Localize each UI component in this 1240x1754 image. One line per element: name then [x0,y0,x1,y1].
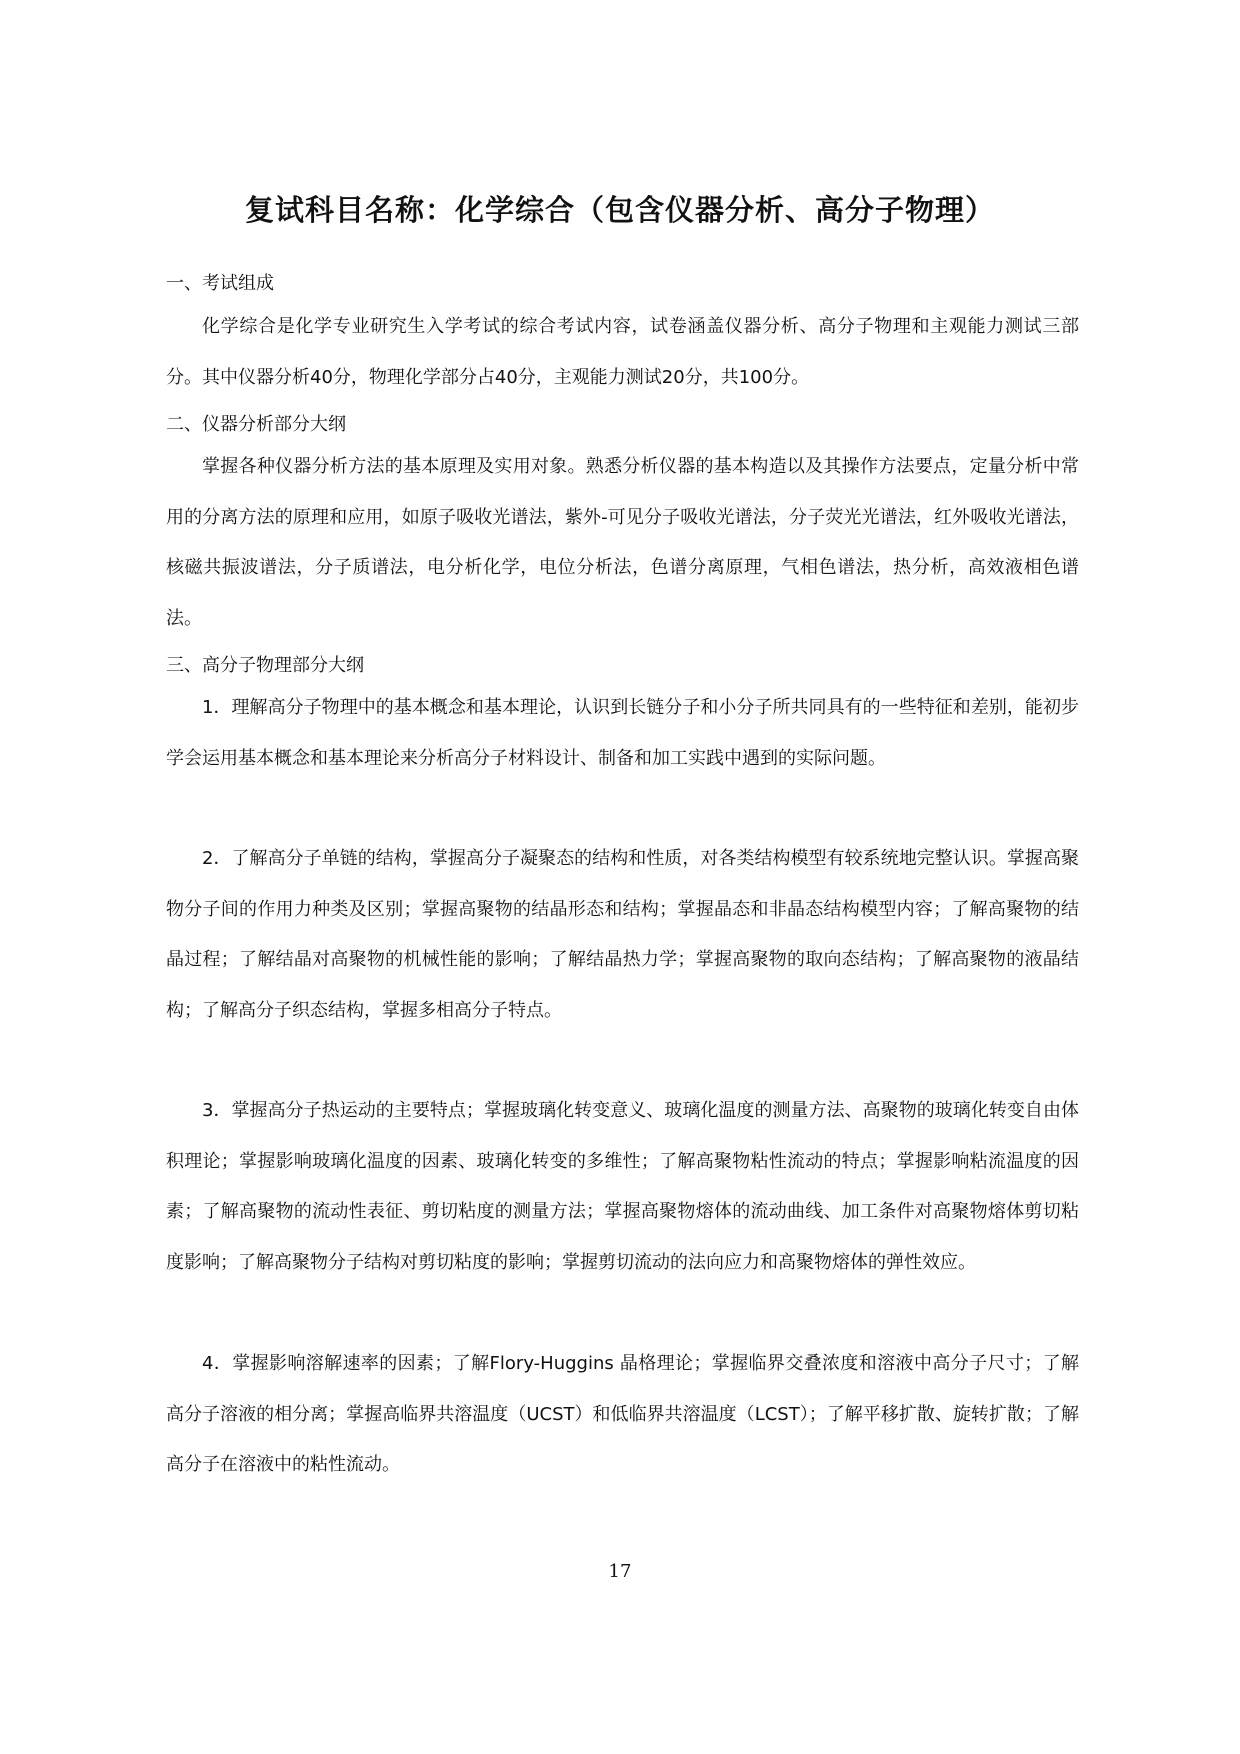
section-heading-polymer-physics: 三、高分子物理部分大纲 [166,655,364,676]
paragraph-polymer-physics-4: 4．掌握影响溶解速率的因素；了解Flory-Huggins 晶格理论；掌握临界交叠浓度和溶液中高分子尺寸；了解高分子溶液的相分离；掌握高临界共溶温度（UCST）和低临界共溶温度（LCST）；了解平移扩散、旋转扩散；了解高分子在溶液中的粘性流动。 [166,1353,1079,1475]
page-number: 17 [608,1561,632,1582]
paragraph-polymer-physics-3: 3．掌握高分子热运动的主要特点；掌握玻璃化转变意义、玻璃化温度的测量方法、高聚物的玻璃化转变自由体积理论；掌握影响玻璃化温度的因素、玻璃化转变的多维性；了解高聚物粘性流动的特点；掌握影响粘流温度的因素；了解高聚物的流动性表征、剪切粘度的测量方法；掌握高聚物熔体的流动曲线、加工条件对高聚物熔体剪切粘度影响；了解高聚物分子结构对剪切粘度的影响；掌握剪切流动的法向应力和高聚物熔体的弹性效应。 [166,1100,1079,1273]
section-heading-exam-composition: 一、考试组成 [166,273,274,294]
paragraph-exam-composition: 化学综合是化学专业研究生入学考试的综合考试内容，试卷涵盖仪器分析、高分子物理和主观能力测试三部分。其中仪器分析40分，物理化学部分占40分，主观能力测试20分，共100分。 [166,316,1079,388]
paragraph-instrumental-analysis: 掌握各种仪器分析方法的基本原理及实用对象。熟悉分析仪器的基本构造以及其操作方法要点，定量分析中常用的分离方法的原理和应用，如原子吸收光谱法，紫外-可见分子吸收光谱法，分子荧光光谱法，红外吸收光谱法，核磁共振波谱法，分子质谱法，电分析化学，电位分析法，色谱分离原理，气相色谱法，热分析，高效液相色谱法。 [166,456,1079,629]
page-title: 复试科目名称：化学综合（包含仪器分析、高分子物理） [244,193,995,227]
section-heading-instrumental-analysis: 二、仪器分析部分大纲 [166,414,346,435]
paragraph-polymer-physics-1: 1．理解高分子物理中的基本概念和基本理论，认识到长链分子和小分子所共同具有的一些特征和差别，能初步学会运用基本概念和基本理论来分析高分子材料设计、制备和加工实践中遇到的实际问题。 [166,697,1079,769]
paragraph-polymer-physics-2: 2．了解高分子单链的结构，掌握高分子凝聚态的结构和性质，对各类结构模型有较系统地完整认识。掌握高聚物分子间的作用力种类及区别；掌握高聚物的结晶形态和结构；掌握晶态和非晶态结构模型内容；了解高聚物的结晶过程；了解结晶对高聚物的机械性能的影响；了解结晶热力学；掌握高聚物的取向态结构；了解高聚物的液晶结构；了解高分子织态结构，掌握多相高分子特点。 [166,848,1079,1021]
